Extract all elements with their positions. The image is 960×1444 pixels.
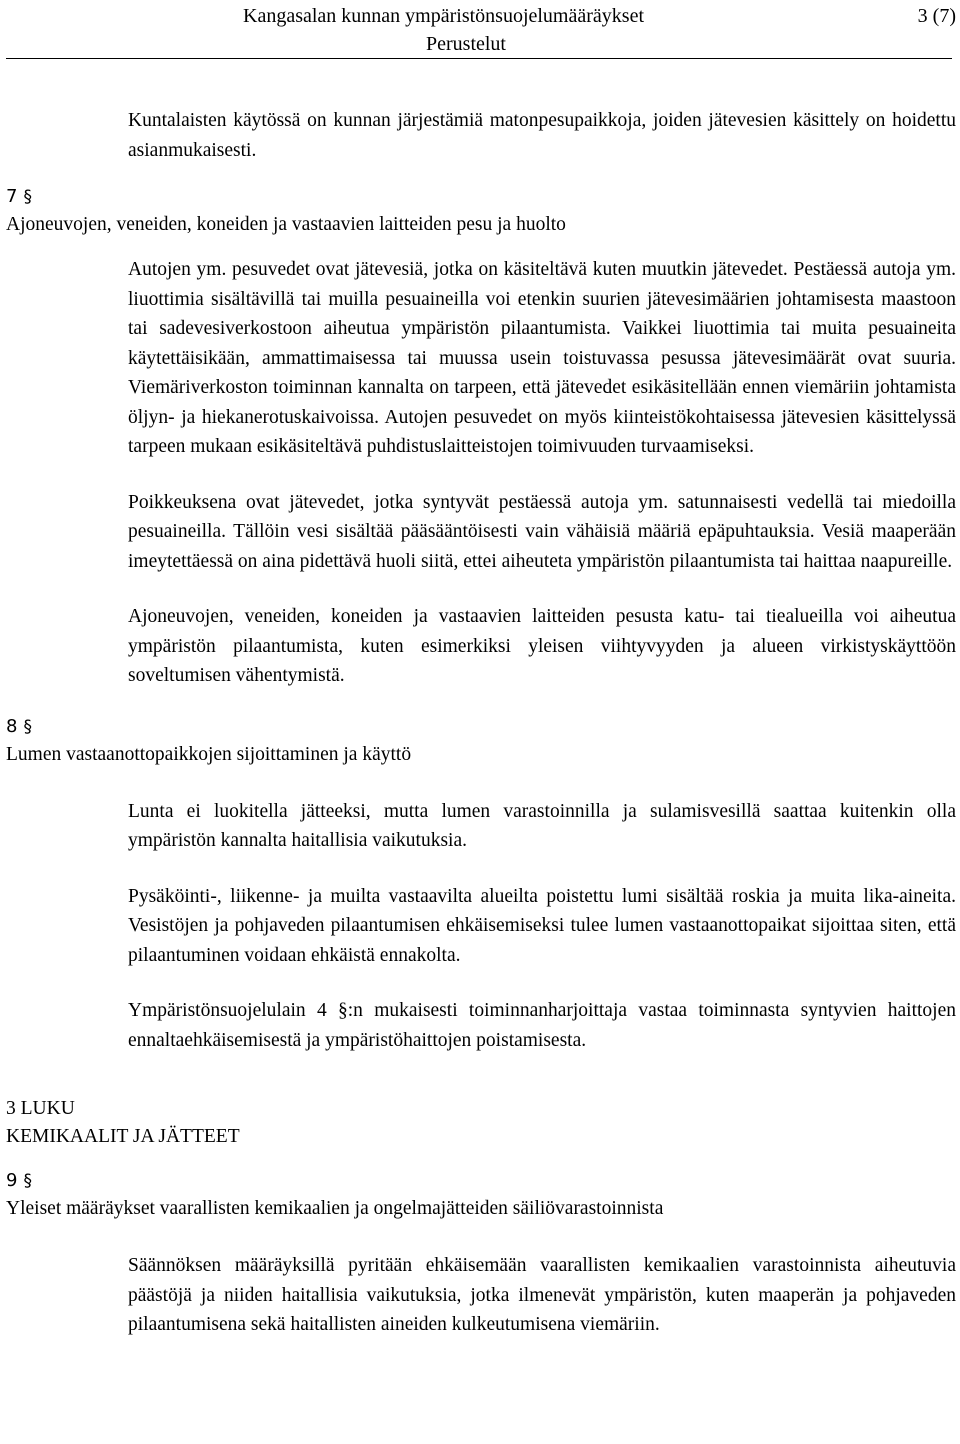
header-rule <box>6 58 952 59</box>
section-8-title: Lumen vastaanottopaikkojen sijoittaminen ja käyttö <box>6 743 412 765</box>
page-header <box>0 0 960 60</box>
section-8-paragraph-3: Ympäristönsuojelulain 4 §:n mukaisesti toiminnanharjoittaja vastaa toiminnasta syntyvien haittojen ennaltaehkäisemisestä ja ympäristöhaittojen poistamisesta. <box>128 1000 956 1051</box>
document-body <box>6 106 956 1340</box>
section-7-paragraph-1: Autojen ym. pesuvedet ovat jätevesiä, jotka on käsiteltävä kuten muutkin jätevedet. Pestäessä autoja ym. liuottimia sisältävillä tai muilla pesuaineilla voi etenkin suurien jätevesimäärien johtamisesta maastoon tai sadevesiverkostoon aiheutua ympäristön pilaantumista. Vaikkei liuottimia tai muita pesuaineita käytettäisikään, ammattimaisessa tai muussa usein toistuvassa pesussa jätevesimäärät ovat suuria. Viemäriverkoston toiminnan kannalta on tarpeen, että jätevedet esikäsitellään ennen viemäriin johtamista öljyn- ja hiekanerotuskaivoissa. Autojen pesuvedet on myös kiinteistökohtaisessa jätevesien käsittelyssä tarpeen mukaan esikäsiteltävä puhdistuslaitteistojen toimivuuden turvaamiseksi. <box>128 259 956 457</box>
paragraph-sign: § <box>23 716 32 737</box>
section-7-title: Ajoneuvojen, veneiden, koneiden ja vastaavien laitteiden pesu ja huolto <box>6 214 566 235</box>
intro-paragraph: Kuntalaisten käytössä on kunnan järjestämiä matonpesupaikkoja, joiden jätevesien käsittely on hoidettu asianmukaisesti. <box>128 110 956 161</box>
chapter-title: KEMIKAALIT JA JÄTTEET <box>6 1126 240 1147</box>
section-7-paragraph-3: Ajoneuvojen, veneiden, koneiden ja vastaavien laitteiden pesusta katu- tai tiealueilla voi aiheutua ympäristön pilaantumista, kuten esimerkiksi yleisen viihtyvyyden ja alueen virkistyskäyttöön soveltumisen vähentymistä. <box>128 606 956 686</box>
section-7-number <box>6 183 956 211</box>
document-title: Kangasalan kunnan ympäristönsuojelumääräykset <box>243 5 644 27</box>
section-8-number <box>6 713 956 741</box>
section-8-paragraph-2: Pysäköinti-, liikenne- ja muilta vastaavilta alueilta poistettu lumi sisältää roskia ja muita lika-aineita. Vesistöjen ja pohjaveden pilaantumisen ehkäisemiseksi tulee lumen vastaanottopaikat sijoittaa siten, että pilaantuminen voidaan ehkäistä ennakolta. <box>128 885 956 966</box>
page-number: 3 (7) <box>917 5 956 27</box>
section-7-paragraph-2: Poikkeuksena ovat jätevedet, jotka syntyvät pestäessä autoja ym. satunnaisesti vedellä tai miedoilla pesuaineilla. Tällöin vesi sisältää pääsääntöisesti vain vähäisiä määriä epäpuhtauksia. Vesiä maaperään imeytettäessä on aina pidettävä huoli siitä, ettei aiheuteta ympäristön pilaantumista tai haittaa naapureille. <box>128 491 956 572</box>
document-subtitle: Perustelut <box>426 33 506 55</box>
section-9-number <box>6 1167 956 1195</box>
section-9-title: Yleiset määräykset vaarallisten kemikaalien ja ongelmajätteiden säiliövarastoinnista <box>6 1198 664 1219</box>
paragraph-sign: § <box>23 187 32 207</box>
section-number: 8 <box>6 715 18 737</box>
chapter-label: 3 LUKU <box>6 1098 75 1119</box>
paragraph-sign: § <box>23 1171 32 1191</box>
section-number: 9 <box>6 1170 18 1191</box>
section-9-paragraph-1: Säännöksen määräyksillä pyritään ehkäisemään vaarallisten kemikaalien varastoinnista aiheutuvia päästöjä ja niiden haitallisia vaikutuksia, jotka ilmenevät ympäristön, kuten maaperän ja pohjaveden pilaantumisena sekä haitallisten aineiden kulkeutumisena viemäriin. <box>128 1255 956 1335</box>
section-number: 7 <box>6 186 18 207</box>
section-8-paragraph-1: Lunta ei luokitella jätteeksi, mutta lumen varastoinnilla ja sulamisvesillä saattaa kuitenkin olla ympäristön kannalta haitallisia vaikutuksia. <box>128 800 956 851</box>
